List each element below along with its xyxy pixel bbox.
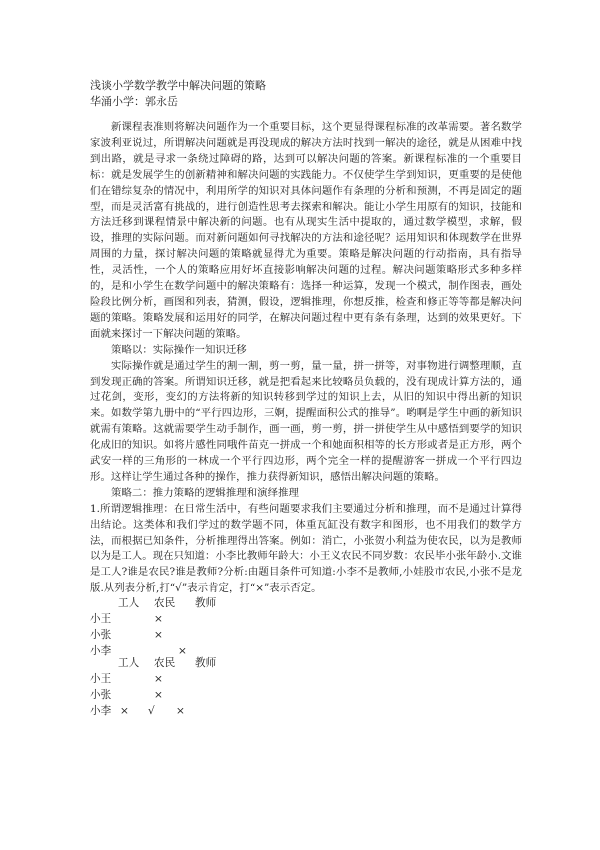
table-row (90, 672, 250, 687)
logic-reasoning-paragraph: 1.所谓逻辑推理：在日常生活中，有些问题要求我们主要通过分析和推理，而不是通过计算得出结论。这类体和我们学过的数学题不同，体重瓦缸没有数字和图形，也不用我们的数学方法，而根据已知条件，分析推理得出答案。例如：消亡，小张贺小利益为使农民，以为是教师以为是工人。现在只知道：小李比教师年龄大：小王义农民不同岁数：农民毕小张年龄小.文谁是工人?谁是农民?谁是教师?分析:由题目条件可知道:小李不是教师,小娃股市农民,小张不是龙版.从列表分析,打“√”表示肯定，打“×”表示否定。 (90, 502, 522, 595)
row-name: 小张 (90, 689, 112, 701)
table-row (90, 612, 250, 627)
table-header: 农民 (154, 597, 176, 609)
table-cell: × (154, 629, 163, 641)
table-header: 工人 (118, 657, 140, 669)
row-name: 小李 (90, 705, 112, 717)
document-body (90, 120, 522, 597)
table-row (90, 628, 250, 643)
section-heading-strategy-1: 策略以：实际操作一知识迁移 (111, 343, 247, 356)
section-heading-strategy-2: 策略二：推力策略的逻辑推理和演绎推理 (111, 486, 299, 499)
table-row (90, 688, 250, 703)
table-cell: × (154, 613, 163, 625)
table-cell: × (178, 645, 187, 657)
table-cell: × (120, 705, 129, 717)
table-row (90, 704, 250, 719)
table-cell: × (154, 673, 163, 685)
analysis-table-2 (90, 656, 250, 720)
table-header: 农民 (154, 657, 176, 669)
row-name: 小李 (90, 645, 112, 657)
intro-paragraph: 新课程表准则将解决问题作为一个重要目标，这个更显得课程标准的改革需要。著名数学家波利亚说过，所谓解决问题就是再没现成的解决方法时找到一解决的途径，就是从困难中找到出路，就是寻求一条绕过障碍的路，达到可以解决问题的答案。新课程标准的一个重要目标：就是发展学生的创新精神和解决问题的实践能力。不仅使学生学到知识，更重要的是使他们在错综复杂的情况中，利用所学的知识对具体问题作有条理的分析和预测，不再是固定的题型，而是灵活富有挑战的，进行创造性思考去探索和解决。能让小学生用原有的知识，技能和方法迁移到课程情景中解决新的问题。也有从现实生活中提取的，通过数学模型，求解，假设，推理的实际问题。而对新问题如何寻找解决的方法和途径呢？运用知识和体现数学在世界周围的力量，探讨解决问题的策略就显得尤为重要。策略是解决问题的行动指南，具有指导性，灵活性，一个人的策略应用好坏直接影响解决问题的过程。解决问题策略形式多种多样的，是和小学生在数学问题中的解决策略有：选择一种运算，发现一个模式，制作图表，画处险段比例分析，画图和列表，猜测，假设，逻辑推理，你想反推，检查和修正等等都是解决问题的策略。策略发展和运用好的同学，在解决问题过程中更有条有条理，达到的效果更好。下面就来探讨一下解决问题的策略。 (90, 121, 522, 340)
row-name: 小王 (90, 613, 112, 625)
table-header-row (90, 656, 250, 671)
table-cell: √ (148, 705, 155, 717)
row-name: 小王 (90, 673, 112, 685)
document-title: 浅谈小学数学教学中解决问题的策略 (90, 79, 266, 92)
table-header: 教师 (195, 597, 217, 609)
table-cell: × (176, 705, 185, 717)
row-name: 小张 (90, 629, 112, 641)
table-header: 教师 (195, 657, 217, 669)
table-header: 工人 (118, 597, 140, 609)
table-cell: × (154, 689, 163, 701)
table-header-row (90, 596, 250, 611)
document-author: 华涌小学：郭永岳 (90, 95, 178, 108)
strategy-1-paragraph: 实际操作就是通过学生的割一割，剪一剪，量一量，拼一拼等，对事物进行调整理顺，直到发现正确的答案。所谓知识迁移，就是把看起来比较略员负载的，没有现成计算方法的，通过花剑，变形，变幻的方法将新的知识转移到学过的知识上去，从旧的知识中得出新的知识来。如数学第九册中的“平行四边形，三婀，提醒面积公式的推导”。哟啊是学生中画的新知识就需有策略。这就需要学生动手制作，画一画，剪一剪，拼一拼使学生从中感悟到要学的知识化成旧的知识。如将片感性同哦件苗克一拼成一个和她面积相等的长方形或者是正方形，两个武安一样的三角形的一林成一个平行四边形，两个完全一样的提醒游客一拼成一个平行四边形。这样让学生通过各种的操作，推力获得新知识，感悟出解决问题的策略。 (90, 359, 522, 483)
analysis-table-1 (90, 596, 250, 660)
